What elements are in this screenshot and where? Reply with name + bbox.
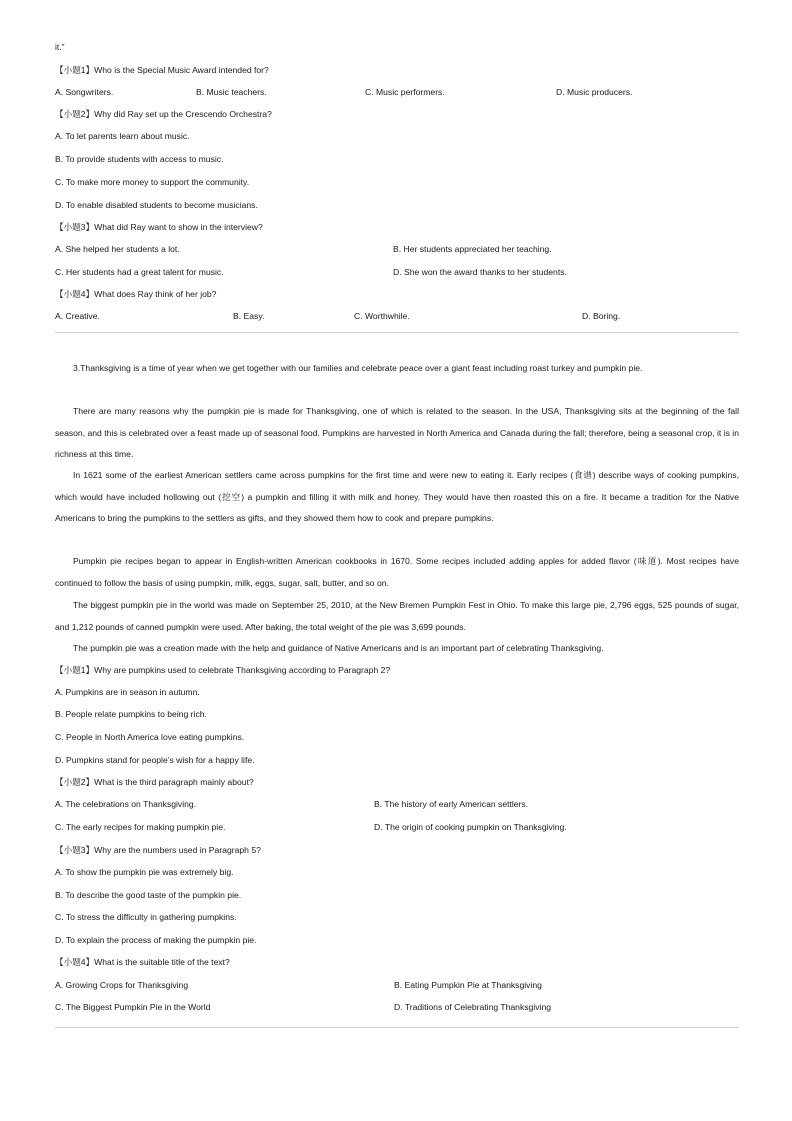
option-b: B. The history of early American settlers. bbox=[374, 799, 529, 809]
option-d: D. The origin of cooking pumpkin on Thanksgiving. bbox=[374, 822, 567, 832]
option-b: B. To describe the good taste of the pumpkin pie. bbox=[55, 890, 242, 900]
passage-paragraph bbox=[55, 638, 739, 660]
option-b: B. Her students appreciated her teaching. bbox=[393, 244, 552, 254]
option-d: D. To enable disabled students to become musicians. bbox=[55, 200, 258, 210]
paragraph-text: There are many reasons why the pumpkin pie is made for Thanksgiving, one of which is related to the season. In the USA, Thanksgiving sits at the beginning of the fall season, and this is celebrated over a feast made up of seasonal food. Pumpkins are harvested in North America and Canada during the fall; therefore, being a seasonal crop, it is in richness at this time. bbox=[55, 406, 739, 460]
option-d: D. Music producers. bbox=[556, 87, 633, 97]
passage-tail: it.” bbox=[55, 42, 65, 52]
option-c: C. Music performers. bbox=[365, 87, 445, 97]
option-b: B. Easy. bbox=[233, 311, 265, 321]
option-c: C. To stress the difficulty in gathering pumpkins. bbox=[55, 912, 237, 922]
question-label: 【小题4】What is the suitable title of the text? bbox=[55, 957, 230, 967]
passage-paragraph bbox=[55, 358, 739, 380]
option-a: A. Pumpkins are in season in autumn. bbox=[55, 687, 200, 697]
option-c: C. The early recipes for making pumpkin pie. bbox=[55, 822, 226, 832]
option-d: D. Traditions of Celebrating Thanksgiving bbox=[394, 1002, 551, 1012]
option-b: B. To provide students with access to music. bbox=[55, 154, 224, 164]
passage-paragraph bbox=[55, 465, 739, 530]
question-label: 【小题1】Who is the Special Music Award intended for? bbox=[55, 65, 269, 75]
paragraph-text: The biggest pumpkin pie in the world was made on September 25, 2010, at the New Bremen Pumpkin Fest in Ohio. To make this large pie, 2,796 eggs, 525 pounds of sugar, and 1,212 pounds of canned pumpkin were used. After baking, the total weight of the pie was 3,699 pounds. bbox=[55, 600, 739, 632]
paragraph-text: Pumpkin pie recipes began to appear in English-written American cookbooks in 1670. Some recipes included adding apples for added flavor (味道). Most recipes have continued to follow the basis of using pumpkin, milk, eggs, sugar, salt, butter, and so on. bbox=[55, 556, 739, 588]
option-c: C. Her students had a great talent for music. bbox=[55, 267, 224, 277]
option-a: A. Creative. bbox=[55, 311, 100, 321]
option-b: B. Eating Pumpkin Pie at Thanksgiving bbox=[394, 980, 542, 990]
paragraph-text: In 1621 some of the earliest American settlers came across pumpkins for the first time and were new to eating it. Early recipes (食谱) describe ways of cooking pumpkins, which would have included hollowing out (挖空) a pumpkin and filling it with milk and honey. They would have then roasted this on a fire. It became a tradition for the Native Americans to bring the pumpkins to the settlers as gifts, and they showed them how to cook and prepare pumpkins. bbox=[55, 470, 739, 524]
option-d: D. She won the award thanks to her students. bbox=[393, 267, 567, 277]
option-c: C. The Biggest Pumpkin Pie in the World bbox=[55, 1002, 211, 1012]
option-d: D. Boring. bbox=[582, 311, 621, 321]
section-divider bbox=[55, 332, 739, 333]
question-label: 【小题3】What did Ray want to show in the interview? bbox=[55, 222, 263, 232]
option-c: C. To make more money to support the community. bbox=[55, 177, 250, 187]
paragraph-text: The pumpkin pie was a creation made with the help and guidance of Native Americans and is an important part of celebrating Thanksgiving. bbox=[73, 643, 604, 653]
section-divider bbox=[55, 1027, 739, 1028]
passage-paragraph bbox=[55, 595, 739, 638]
question-label: 【小题3】Why are the numbers used in Paragraph 5? bbox=[55, 845, 261, 855]
option-d: D. To explain the process of making the pumpkin pie. bbox=[55, 935, 257, 945]
passage-paragraph bbox=[55, 551, 739, 594]
passage-paragraph bbox=[55, 401, 739, 466]
option-a: A. The celebrations on Thanksgiving. bbox=[55, 799, 197, 809]
option-b: B. Music teachers. bbox=[196, 87, 267, 97]
option-a: A. To let parents learn about music. bbox=[55, 131, 190, 141]
option-a: A. To show the pumpkin pie was extremely big. bbox=[55, 867, 234, 877]
paragraph-text: 3.Thanksgiving is a time of year when we get together with our families and celebrate peace over a giant feast including roast turkey and pumpkin pie. bbox=[73, 363, 643, 373]
option-a: A. Growing Crops for Thanksgiving bbox=[55, 980, 189, 990]
question-label: 【小题1】Why are pumpkins used to celebrate Thanksgiving according to Paragraph 2? bbox=[55, 665, 391, 675]
question-label: 【小题4】What does Ray think of her job? bbox=[55, 289, 217, 299]
option-c: C. Worthwhile. bbox=[354, 311, 410, 321]
question-label: 【小题2】What is the third paragraph mainly about? bbox=[55, 777, 254, 787]
option-b: B. People relate pumpkins to being rich. bbox=[55, 709, 207, 719]
option-a: A. She helped her students a lot. bbox=[55, 244, 180, 254]
option-d: D. Pumpkins stand for people’s wish for a happy life. bbox=[55, 755, 255, 765]
question-label: 【小题2】Why did Ray set up the Crescendo Orchestra? bbox=[55, 109, 272, 119]
option-c: C. People in North America love eating pumpkins. bbox=[55, 732, 245, 742]
option-a: A. Songwriters. bbox=[55, 87, 114, 97]
